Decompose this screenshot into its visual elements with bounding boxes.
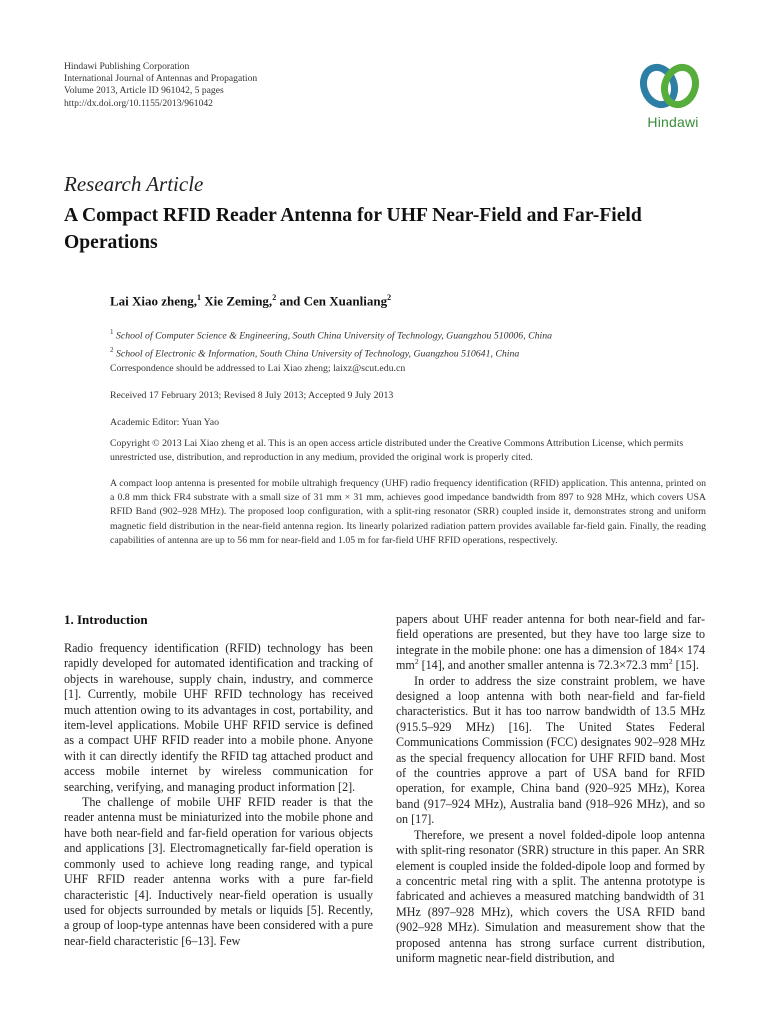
body-paragraph: Radio frequency identification (RFID) technology has been rapidly developed for automated identification and tracking of objects in warehouse, supply chain, industry, and commerce [1]. Currently, mobile UHF RFID technology has received much attention owing to its advantages in cost, portability, and item-level applications. Mobile UHF RFID service is defined as a compact UHF RFID reader into a mobile phone. Anyone with it can directly identify the RFID tag attached product and access mobile internet by wireless communication for searching, verifying, and managing product information [2]. — [64, 641, 373, 794]
author-name: and Cen Xuanliang — [276, 293, 388, 309]
body-paragraph: Therefore, we present a novel folded-dipole loop antenna with split-ring resonator (SRR) structure in this paper. An SRR element is coupled inside the folded-dipole loop and formed by a concentric metal ring with a split. The antenna prototype is fabricated and achieves a measured matching bandwidth of 31 MHz (897–928 MHz), which covers the USA RFID band (902–928 MHz). Simulation and measurement show that the proposed antenna has strong surface current distribution, uniform magnetic near-field distribution, and — [396, 827, 705, 965]
correspondence: Correspondence should be addressed to Lai Xiao zheng; laixz@scut.edu.cn — [110, 363, 406, 374]
body-paragraph: In order to address the size constraint problem, we have designed a loop antenna with both near-field and far-field characteristics. But it has too narrow bandwidth of 13.5 MHz (915.5–929 MHz) [16]. The United States Federal Communications Commission (FCC) designates 902–928 MHz as the special frequency allocation for UHF RFID band. Most of the countries approve a part of USA band for RFID operation, for example, China band (920–925 MHz), Korea band (917–924 MHz), Australia band (918–926 MHz), and so on [17]. — [396, 673, 705, 827]
paragraph-text: [14], and another smaller antenna is 72.3×72.3 mm — [418, 658, 669, 673]
superscript: 2 — [414, 657, 419, 667]
affiliation-mark: 2 — [110, 346, 114, 355]
author-name: Xie Zeming, — [201, 293, 273, 309]
body-paragraph: The challenge of mobile UHF RFID reader is that the reader antenna must be miniaturized into the mobile phone and have both near-field and far-field operation for various objects and applications [3]. Electromagnetically far-field operation is commonly used to achieve long reading range, and typical UHF RFID reader antenna works with a pure far-field characteristic [4]. Inductively near-field operation is usually used for objects surrounded by metals or liquids [5]. Recently, a group of loop-type antennas have been considered with a pure near-field characteristic [6–13]. Few — [64, 795, 373, 948]
paper-title: A Compact RFID Reader Antenna for UHF Near-Field and Far-Field Operations — [64, 205, 642, 253]
author-name: Lai Xiao zheng, — [110, 293, 198, 309]
abstract: A compact loop antenna is presented for mobile ultrahigh frequency (UHF) radio frequency identification (RFID) application. This antenna, printed on a 0.8 mm thick FR4 substrate with a small size of 31 mm × 31 mm, achieves good impedance bandwidth from 897 to 928 MHz, which covers USA RFID Band (902–928 MHz). The proposed loop configuration, with a split-ring resonator (SRR) coupled inside it, demonstrates strong and uniform magnetic field distribution in the near-field antenna region. Its linearly polarized radiation pattern provides available far-field gain. Finally, the reading capabilities of antenna are up to 56 mm for near-field and 1.05 m for far-field UHF RFID operations, respectively. — [110, 478, 706, 546]
author-affiliation-mark: 2 — [272, 293, 277, 302]
publication-dates: Received 17 February 2013; Revised 8 July 2013; Accepted 9 July 2013 — [110, 390, 394, 401]
publisher-name: Hindawi Publishing Corporation — [64, 61, 190, 72]
paragraph-text: 174 mm — [396, 642, 705, 673]
hindawi-logo-text: Hindawi — [647, 114, 699, 130]
author-affiliation-mark: 2 — [387, 293, 392, 302]
affiliation-text: School of Electronic & Information, South China University of Technology, Guangzhou 510641, China — [113, 348, 520, 360]
volume-info: Volume 2013, Article ID 961042, 5 pages — [64, 85, 224, 97]
paragraph-text: papers about UHF reader antenna for both near-field and far-field operations are presented, but they have too large size to integrate in the mobile phone: one has a dimension of 184× — [396, 612, 705, 657]
right-column — [396, 612, 705, 966]
superscript: 2 — [668, 657, 673, 667]
paragraph-text: [15]. — [672, 658, 699, 673]
publication-info — [64, 61, 257, 110]
article-type: Research Article — [64, 172, 204, 196]
left-column — [64, 641, 373, 949]
affiliation — [110, 325, 552, 343]
copyright-notice: Copyright © 2013 Lai Xiao zheng et al. This is an open access article distributed under the Creative Commons Attribution License, which permits unrestricted use, distribution, and reproduction in any medium, provided the original work is properly cited. — [110, 438, 684, 464]
section-heading: 1. Introduction — [64, 612, 148, 627]
journal-name: International Journal of Antennas and Propagation — [64, 73, 258, 85]
author-affiliation-mark: 1 — [197, 293, 202, 302]
affiliation-list — [110, 325, 552, 362]
author-list — [110, 293, 391, 309]
affiliation-mark: 1 — [110, 328, 114, 336]
affiliation-text: School of Computer Science & Engineering, South China University of Technology, Guangzhou 510006, China — [113, 330, 553, 342]
doi-link[interactable]: http://dx.doi.org/10.1155/2013/961042 — [64, 97, 213, 109]
affiliation — [110, 343, 552, 361]
body-paragraph — [396, 612, 705, 674]
academic-editor: Academic Editor: Yuan Yao — [110, 417, 220, 428]
